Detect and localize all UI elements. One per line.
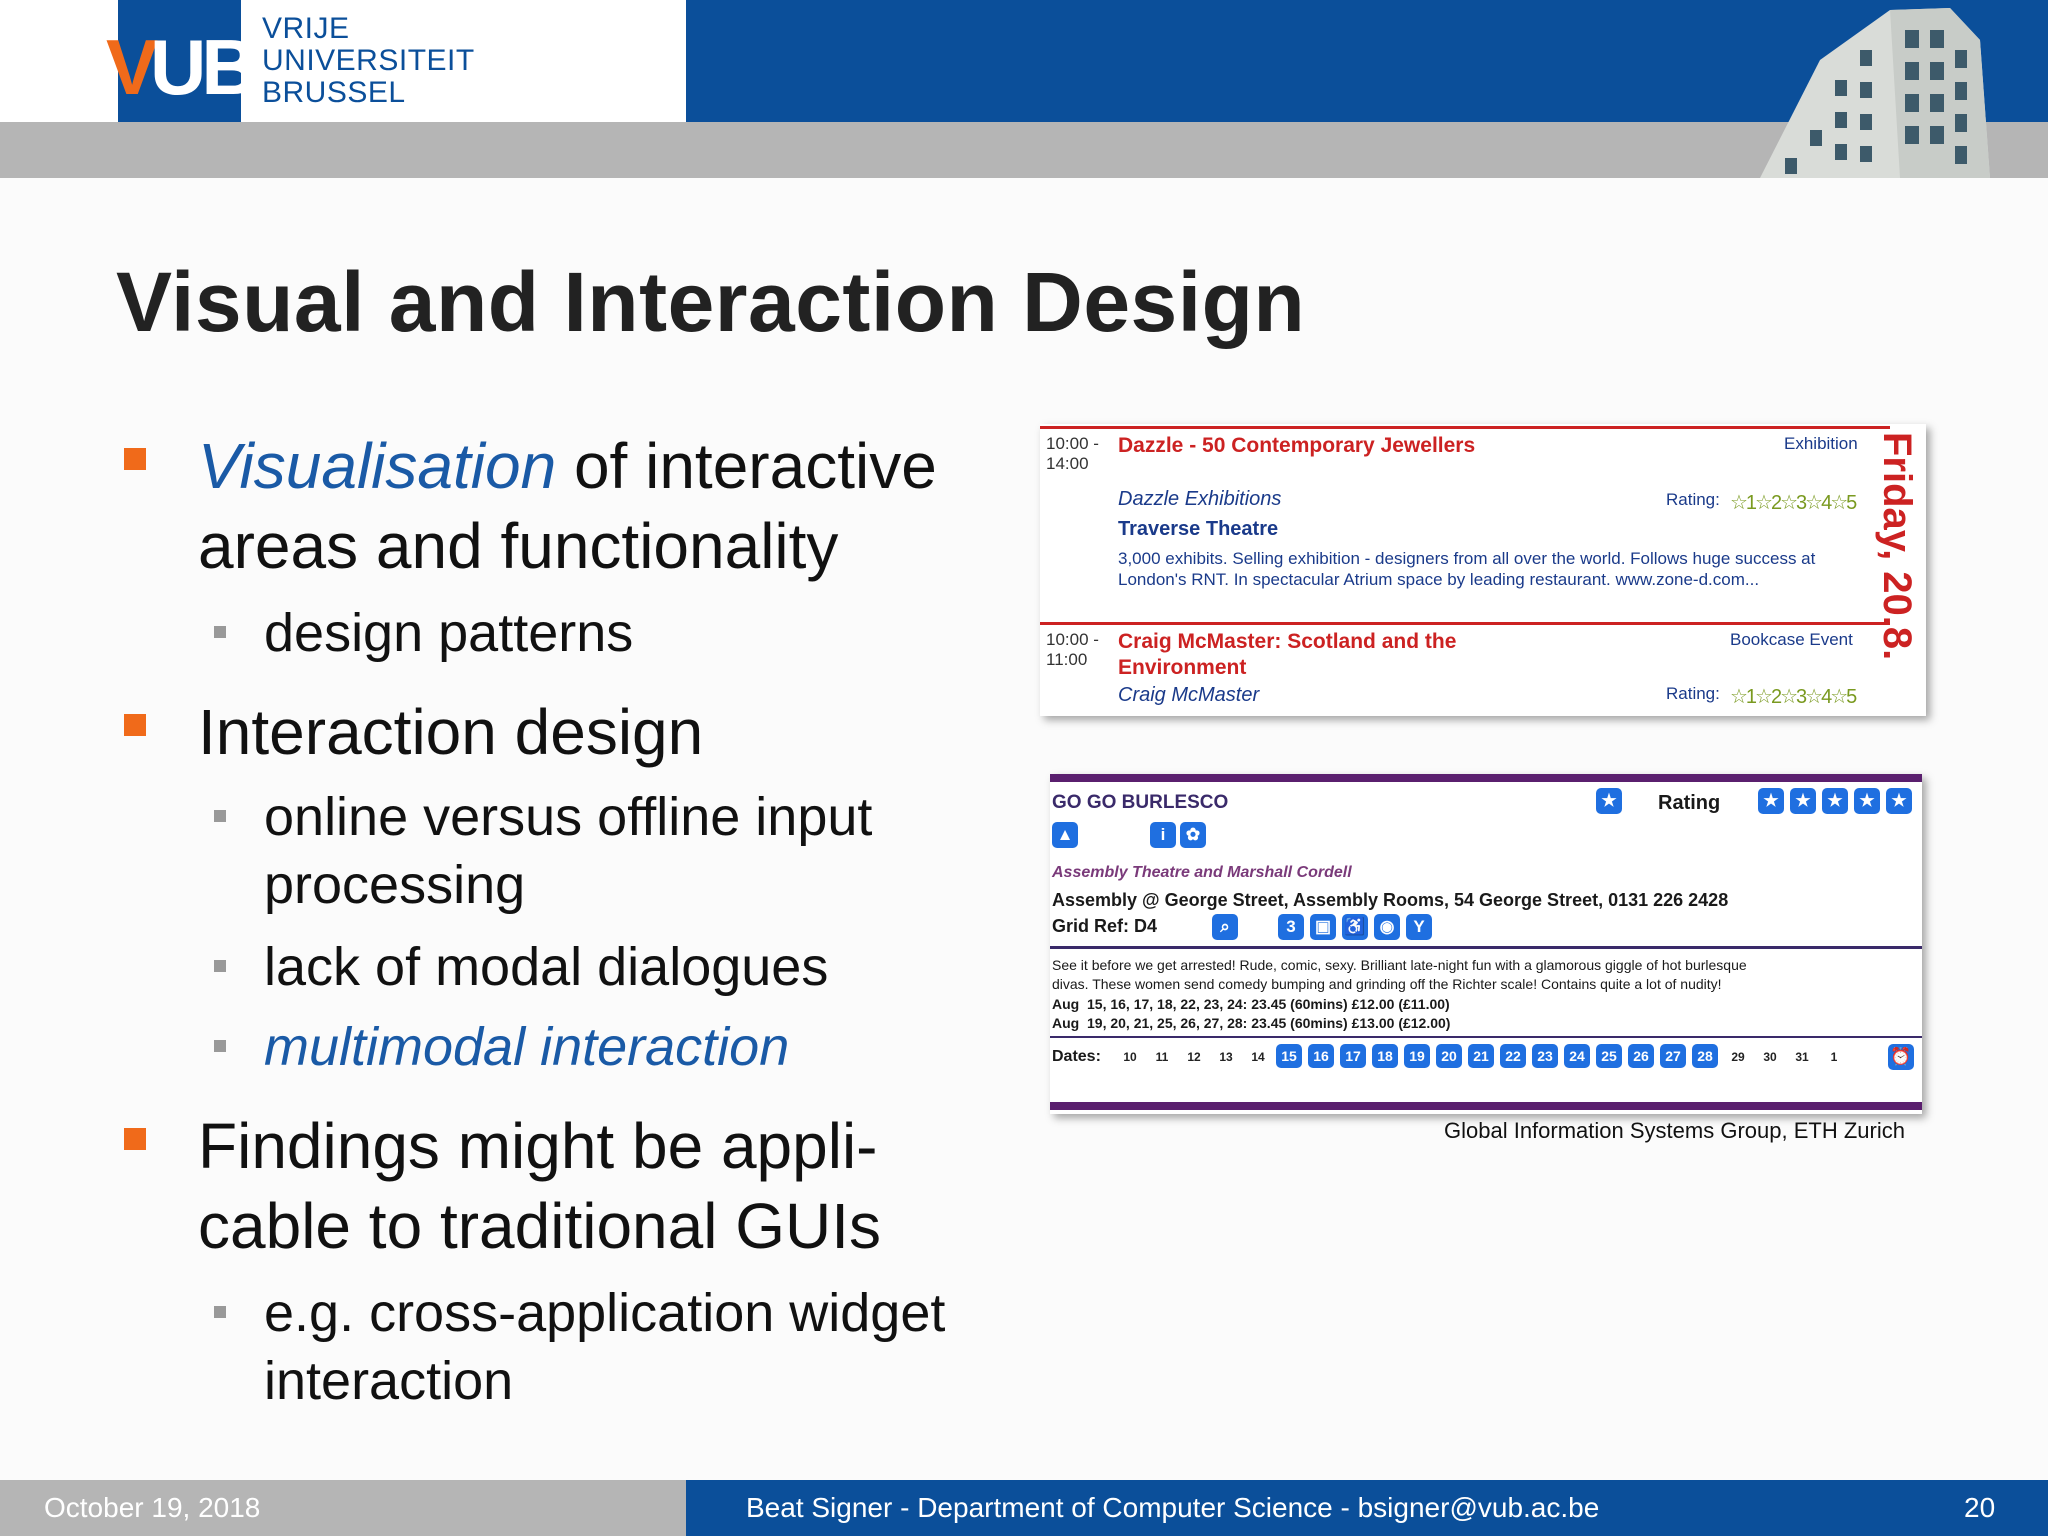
rating-star-icon[interactable]: ★ [1790,788,1816,814]
description-line-2: divas. These women send comedy bumping and grinding off the Richter scale! Contains quite a lot of nudity! [1052,976,1722,992]
uni-name-line-3: BRUSSEL [262,76,406,109]
event-2-title-line-2: Environment [1118,656,1247,679]
rating-star-icon[interactable]: ★ [1854,788,1880,814]
footer-author: Beat Signer - Department of Computer Science - bsigner@vub.ac.be [746,1492,1600,1523]
bullet-visualisation [198,426,937,506]
event-1-type: Exhibition [1784,434,1858,453]
date-chip[interactable]: 23 [1532,1044,1558,1068]
search-map-icon[interactable]: ⌕ [1212,914,1238,940]
show-description [1052,956,1747,994]
show-title: GO GO BURLESCO [1052,792,1229,813]
visualisation-highlight: Visualisation [198,430,557,502]
event-2-rating-stars: ☆1☆2☆3☆4☆5 [1730,686,1856,708]
sub-bullet-marker [214,626,226,638]
date-chip[interactable]: 18 [1372,1044,1398,1068]
bullet-marker [124,714,146,736]
bullet-marker [124,1128,146,1150]
event-1-time: 10:00 - 14:00 [1046,434,1099,473]
info-icon[interactable]: i [1150,822,1176,848]
alarm-clock-icon[interactable]: ⏰ [1888,1044,1914,1070]
bus-icon[interactable]: ▣ [1310,914,1336,940]
bullet-findings-line-2: cable to traditional GUIs [198,1190,881,1262]
sub-bullet-marker [214,960,226,972]
sub-bullet-online-offline: online versus offline input [264,784,872,850]
star-icon[interactable]: ★ [1596,788,1622,814]
schedule-line-2: Aug 19, 20, 21, 25, 26, 27, 28: 23.45 (60mins) £13.00 (£12.00) [1052,1015,1451,1031]
date-chip[interactable]: 13 [1219,1050,1233,1064]
event-2-rating-label: Rating: [1666,684,1720,703]
date-chip[interactable]: 28 [1692,1044,1718,1068]
building-image [1740,0,2040,178]
bottom-border [1050,1102,1922,1110]
venue-address: Assembly @ George Street, Assembly Rooms, 54 George Street, 0131 226 2428 [1052,890,1729,910]
date-chip[interactable]: 17 [1340,1044,1366,1068]
up-arrow-icon[interactable]: ▲ [1052,822,1078,848]
date-chip[interactable]: 27 [1660,1044,1686,1068]
date-chip[interactable]: 15 [1276,1044,1302,1068]
divider [1040,622,1890,625]
event-1-title: Dazzle - 50 Contemporary Jewellers [1118,434,1476,457]
date-chip[interactable]: 29 [1731,1050,1745,1064]
wheelchair-icon[interactable]: ♿ [1342,914,1368,940]
divider [1050,1036,1922,1038]
date-chip[interactable]: 26 [1628,1044,1654,1068]
event-1-rating-stars: ☆1☆2☆3☆4☆5 [1730,492,1856,514]
date-chip[interactable]: 1 [1830,1050,1838,1064]
date-chip[interactable]: 21 [1468,1044,1494,1068]
bullet-findings: Findings might be appli- [198,1106,877,1186]
event-1-organiser: Dazzle Exhibitions [1118,488,1282,510]
vub-logo-v: V [106,23,153,111]
date-chip[interactable]: 30 [1763,1050,1777,1064]
event-listing-screenshot [1040,424,1926,716]
uni-name-line-2: UNIVERSITEIT [262,44,475,77]
uni-name-line-1: VRIJE [262,12,350,45]
rating-star-icon[interactable]: ★ [1758,788,1784,814]
date-chip[interactable]: 24 [1564,1044,1590,1068]
date-chip[interactable]: 12 [1187,1050,1201,1064]
event-1-venue: Traverse Theatre [1118,518,1279,540]
company-name: Assembly Theatre and Marshall Cordell [1052,864,1352,881]
schedule-line-1: Aug 15, 16, 17, 18, 22, 23, 24: 23.45 (60mins) £12.00 (£11.00) [1052,996,1450,1012]
rating-star-icon[interactable]: ★ [1886,788,1912,814]
sub-bullet-marker [214,1306,226,1318]
date-chip[interactable]: 10 [1123,1050,1137,1064]
day-label: Friday, 20.8. [1875,432,1919,661]
event-2-time: 10:00 - 11:00 [1046,630,1099,669]
bullet-marker [124,448,146,470]
map-icon[interactable]: ✿ [1180,822,1206,848]
event-1-rating-label: Rating: [1666,490,1720,509]
sub-bullet-widget-interaction: e.g. cross-application widget [264,1280,945,1346]
footer-date: October 19, 2018 [44,1492,261,1523]
date-chip[interactable]: 19 [1404,1044,1430,1068]
restaurant-icon[interactable]: ◉ [1374,914,1400,940]
date-chip[interactable]: 14 [1251,1050,1265,1064]
sub-bullet-marker [214,1040,226,1052]
event-2-title: Craig McMaster: Scotland and the [1118,630,1457,653]
event-1-description: 3,000 exhibits. Selling exhibition - designers from all over the world. Follows huge success at London's RNT. In spectacular Atrium space by leading restaurant. www.zone-d.com... [1118,549,1816,589]
sub-bullet-widget-interaction-line-2: interaction [264,1351,514,1411]
date-chip[interactable]: 20 [1436,1044,1462,1068]
sub-bullet-design-patterns: design patterns [264,600,633,666]
date-chip[interactable]: 25 [1596,1044,1622,1068]
date-chip[interactable]: 16 [1308,1044,1334,1068]
date-chip[interactable]: 22 [1500,1044,1526,1068]
bullet-interaction-design: Interaction design [198,692,703,772]
sub-bullet-online-offline-line-2: processing [264,855,526,915]
bullet-visualisation-line-2: areas and functionality [198,510,839,582]
divider [1040,426,1890,429]
sub-bullet-marker [214,810,226,822]
dates-label: Dates: [1052,1048,1101,1065]
event-2-type: Bookcase Event [1730,630,1853,649]
sub-bullet-multimodal: multimodal interaction [264,1014,789,1080]
bullet-text: of interactive [556,430,937,502]
image-credit: Global Information Systems Group, ETH Zurich [1444,1118,1905,1143]
page-number: 20 [1964,1492,1996,1523]
bar-icon[interactable]: Y [1406,914,1432,940]
show-detail-screenshot [1050,774,1922,1114]
grid-ref: Grid Ref: D4 [1052,916,1158,936]
description-line-1: See it before we get arrested! Rude, comic, sexy. Brilliant late-night fun with a glamorous giggle of hot burlesque [1052,957,1747,973]
divider [1050,946,1922,949]
number-icon[interactable]: 3 [1278,914,1304,940]
date-chip[interactable]: 31 [1795,1050,1809,1064]
vub-logo-ub: UB [150,23,253,111]
top-border [1050,774,1922,782]
rating-label: Rating [1658,792,1721,814]
slide-title: Visual and Interaction Design [116,255,1306,349]
date-chip[interactable]: 11 [1155,1050,1169,1064]
rating-star-icon[interactable]: ★ [1822,788,1848,814]
sub-bullet-modal-dialogues: lack of modal dialogues [264,934,828,1000]
event-2-organiser: Craig McMaster [1118,684,1260,706]
